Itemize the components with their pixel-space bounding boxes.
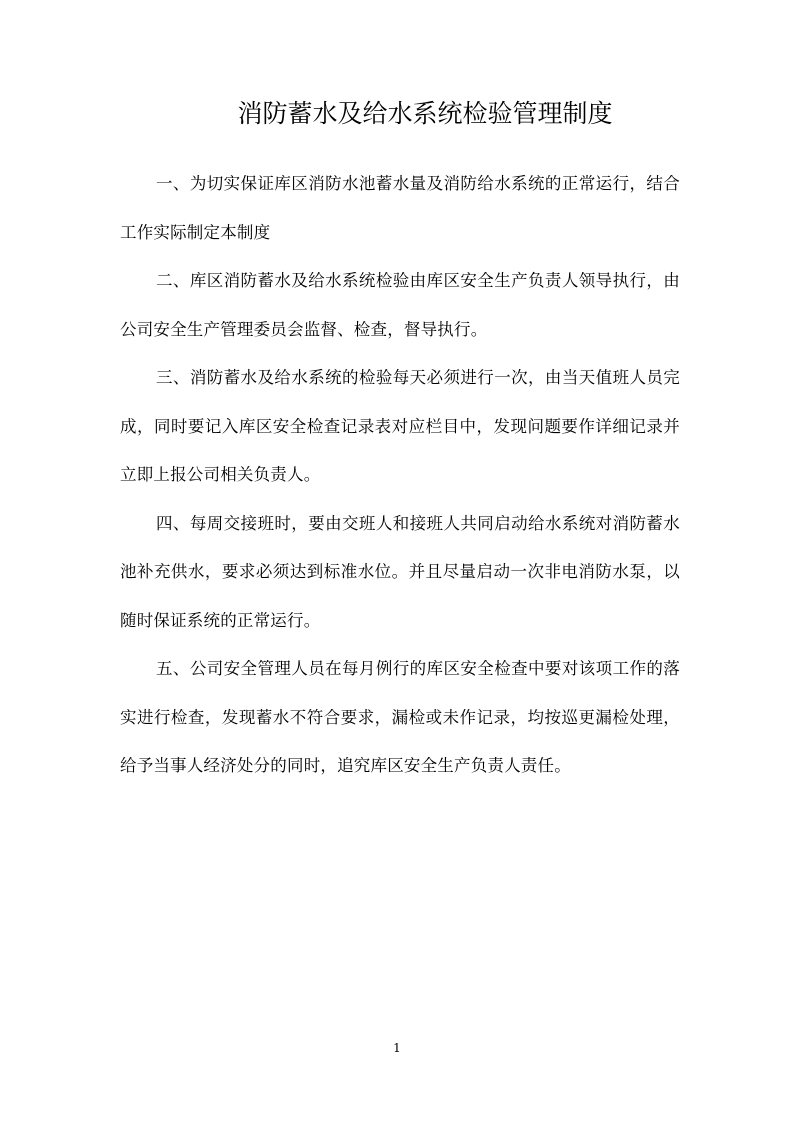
paragraph-5: 五、公司安全管理人员在每月例行的库区安全检查中要对该项工作的落实进行检查，发现蓄水不符合要求，漏检或未作记录，均按巡更漏检处理，给予当事人经济处分的同时，追究库区安全生产负责人责任。 — [120, 659, 680, 775]
paragraph-2: 二、库区消防蓄水及给水系统检验由库区安全生产负责人领导执行，由公司安全生产管理委员会监督、检查，督导执行。 — [120, 271, 680, 339]
paragraph-1: 一、为切实保证库区消防水池蓄水量及消防给水系统的正常运行，结合工作实际制定本制度 — [120, 174, 680, 242]
document-title: 消防蓄水及给水系统检验管理制度 — [237, 99, 613, 128]
page-number: 1 — [393, 1041, 401, 1055]
paragraph-3: 三、消防蓄水及给水系统的检验每天必须进行一次，由当天值班人员完成，同时要记入库区安全检查记录表对应栏目中，发现问题要作详细记录并立即上报公司相关负责人。 — [120, 368, 680, 484]
document-body — [120, 160, 680, 791]
paragraph-4: 四、每周交接班时，要由交班人和接班人共同启动给水系统对消防蓄水池补充供水，要求必须达到标准水位。并且尽量启动一次非电消防水泵，以随时保证系统的正常运行。 — [120, 513, 680, 630]
